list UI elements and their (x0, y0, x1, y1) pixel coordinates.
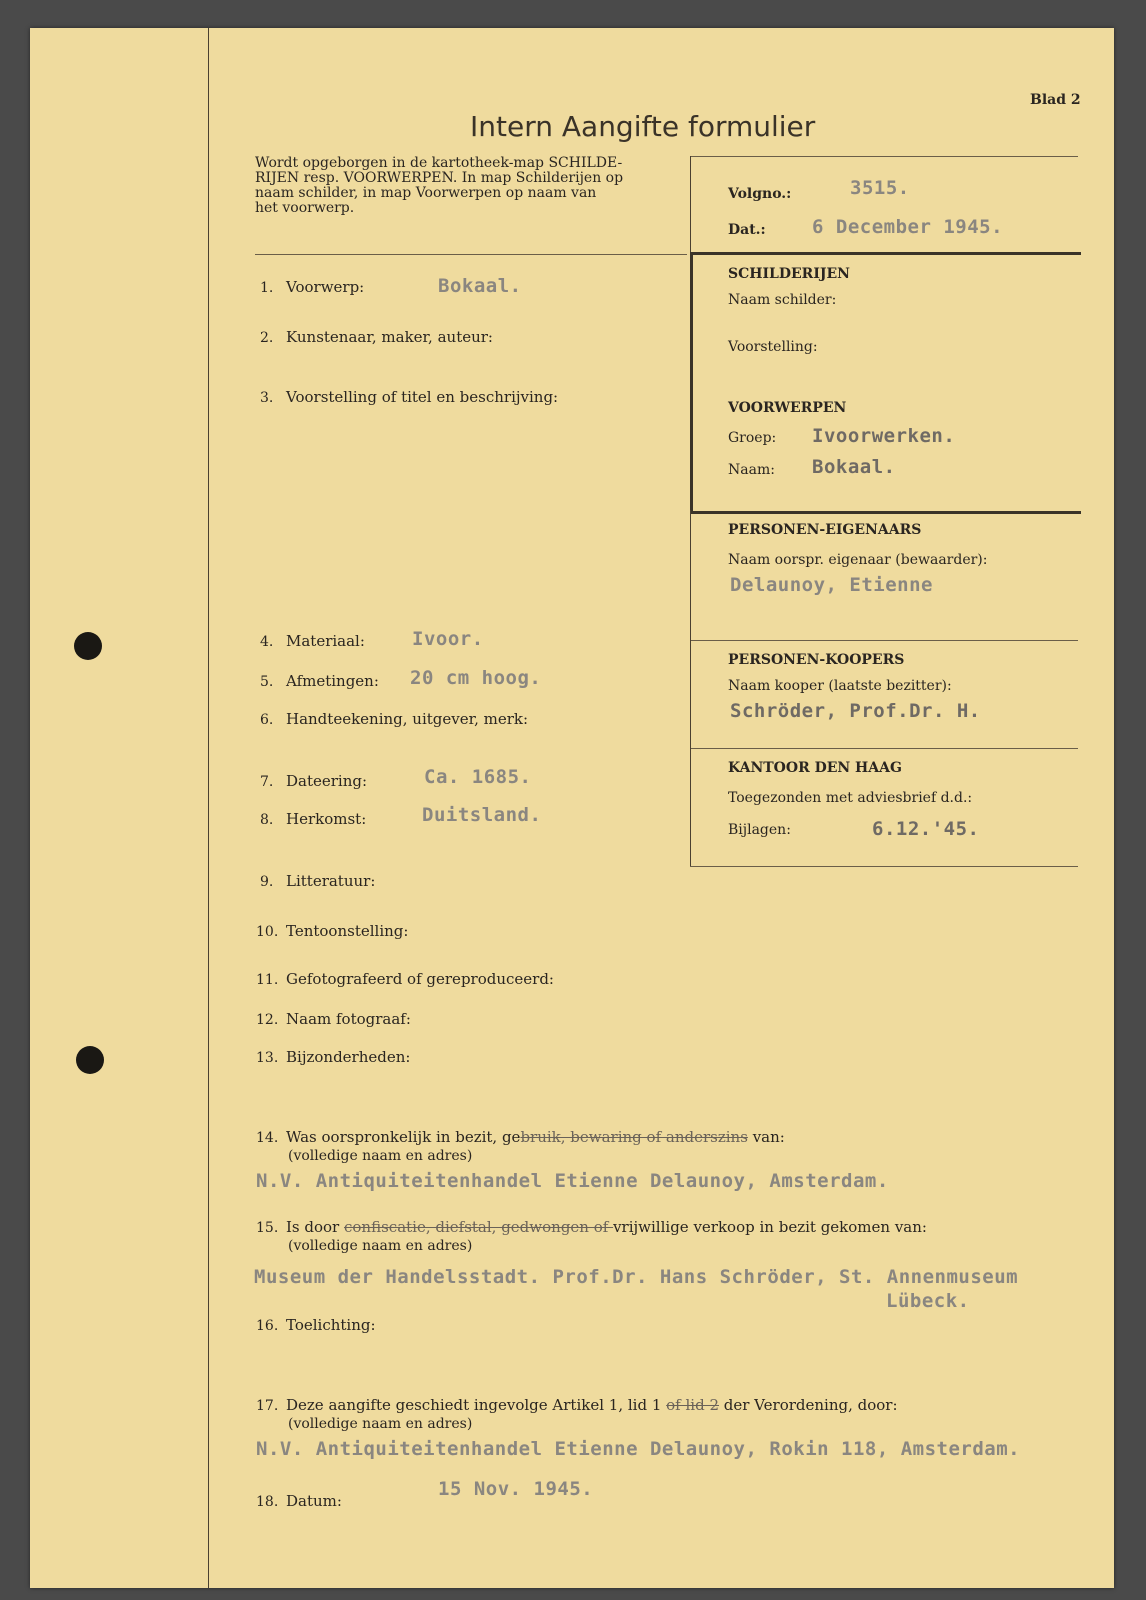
field-number: 6. (260, 712, 274, 728)
groep-label: Groep: (728, 430, 777, 446)
divider (690, 640, 691, 748)
field-number: 4. (260, 634, 274, 650)
datum-value: 15 Nov. 1945. (438, 1478, 594, 1500)
dateering-value: Ca. 1685. (424, 766, 532, 788)
voorwerp-label: Voorwerp: (286, 278, 365, 296)
field-number: 1. (260, 280, 274, 296)
voorwerpen-heading: VOORWERPEN (728, 400, 847, 416)
voorwerp-value: Bokaal. (438, 275, 522, 297)
kantoor-heading: KANTOOR DEN HAAG (728, 760, 902, 776)
form-sheet (30, 28, 1114, 1588)
kooper-label: Naam kooper (laatste bezitter): (728, 678, 952, 694)
punch-hole (74, 632, 102, 660)
oorspronkelijk-bezit-label: Was oorspronkelijk in bezit, gebruik, bewaring of anderszins van: (286, 1128, 785, 1146)
gefotografeerd-label: Gefotografeerd of gereproduceerd: (286, 970, 554, 988)
fotograaf-label: Naam fotograaf: (286, 1010, 411, 1028)
herkomst-value: Duitsland. (422, 804, 542, 826)
oorspronkelijk-bezit-value: N.V. Antiquiteitenhandel Etienne Delaunoy, Amsterdam. (256, 1170, 889, 1192)
field-number: 15. (256, 1220, 279, 1236)
tentoonstelling-label: Tentoonstelling: (286, 922, 409, 940)
divider (690, 640, 1078, 641)
adviesbrief-label: Toegezonden met adviesbrief d.d.: (728, 790, 973, 806)
field-number: 9. (260, 874, 274, 890)
bijlagen-value: 6.12.'45. (872, 818, 980, 840)
voorstelling-label: Voorstelling: (728, 339, 818, 355)
divider (255, 254, 687, 255)
field-number: 2. (260, 330, 274, 346)
materiaal-label: Materiaal: (286, 632, 365, 650)
adres-hint: (volledige naam en adres) (288, 1238, 473, 1254)
aangifte-label: Deze aangifte geschiedt ingevolge Artikel 1, lid 1 of lid 2 der Verordening, door: (286, 1396, 898, 1414)
date-label: Dat.: (728, 222, 766, 238)
schilderijen-heading: SCHILDERIJEN (728, 266, 850, 282)
field-number: 13. (256, 1050, 279, 1066)
kunstenaar-label: Kunstenaar, maker, auteur: (286, 328, 493, 346)
divider (690, 510, 691, 640)
divider (690, 748, 691, 866)
aangifte-door-value: N.V. Antiquiteitenhandel Etienne Delaunoy, Rokin 118, Amsterdam. (256, 1438, 1021, 1460)
divider (690, 748, 1078, 749)
handteekening-label: Handteekening, uitgever, merk: (286, 710, 529, 728)
divider (690, 866, 1078, 867)
datum-label: Datum: (286, 1492, 342, 1510)
punch-hole (76, 1046, 104, 1074)
field-number: 14. (256, 1130, 279, 1146)
field-number: 8. (260, 812, 274, 828)
sheet-number: Blad 2 (1030, 92, 1081, 108)
field-number: 12. (256, 1012, 279, 1028)
naam-schilder-label: Naam schilder: (728, 292, 837, 308)
toelichting-label: Toelichting: (286, 1316, 376, 1334)
field-number: 3. (260, 390, 274, 406)
beschrijving-label: Voorstelling of titel en beschrijving: (286, 388, 559, 406)
groep-value: Ivoorwerken. (812, 425, 956, 447)
verkregen-van-value: Museum der Handelsstadt. Prof.Dr. Hans Schröder, St. Annenmuseum (254, 1266, 1019, 1288)
field-number: 5. (260, 674, 274, 690)
filing-note: Wordt opgeborgen in de kartotheek-map SCHILDE- RIJEN resp. VOORWERPEN. In map Schilderijen op naam schilder, in map Voorwerpen op naam van het voorwerp. (255, 155, 624, 216)
dateering-label: Dateering: (286, 772, 368, 790)
verkregen-van-label: Is door confiscatie, diefstal, gedwongen of vrijwillige verkoop in bezit gekomen van: (286, 1218, 927, 1236)
afmetingen-value: 20 cm hoog. (410, 667, 542, 689)
herkomst-label: Herkomst: (286, 810, 367, 828)
adres-hint: (volledige naam en adres) (288, 1148, 473, 1164)
field-number: 11. (256, 972, 279, 988)
adres-hint: (volledige naam en adres) (288, 1416, 473, 1432)
eigenaar-label: Naam oorspr. eigenaar (bewaarder): (728, 552, 988, 568)
verkregen-van-value-line2: Lübeck. (886, 1290, 970, 1312)
litteratuur-label: Litteratuur: (286, 872, 376, 890)
field-number: 18. (256, 1494, 279, 1510)
bijlagen-label: Bijlagen: (728, 822, 791, 838)
page-title: Intern Aangifte formulier (470, 110, 816, 143)
kooper-value: Schröder, Prof.Dr. H. (730, 700, 981, 722)
field-number: 7. (260, 774, 274, 790)
eigenaar-value: Delaunoy, Etienne (730, 574, 933, 596)
eigenaars-heading: PERSONEN-EIGENAARS (728, 522, 922, 538)
bijzonderheden-label: Bijzonderheden: (286, 1048, 411, 1066)
divider (690, 156, 691, 252)
field-number: 17. (256, 1398, 279, 1414)
volgno-value: 3515. (850, 177, 910, 199)
volgno-label: Volgno.: (728, 186, 792, 202)
date-value: 6 December 1945. (812, 216, 1004, 238)
naam-label: Naam: (728, 462, 775, 478)
koopers-heading: PERSONEN-KOOPERS (728, 652, 905, 668)
field-number: 10. (256, 924, 279, 940)
afmetingen-label: Afmetingen: (286, 672, 379, 690)
materiaal-value: Ivoor. (412, 628, 484, 650)
naam-value: Bokaal. (812, 456, 896, 478)
margin-line (208, 28, 209, 1588)
field-number: 16. (256, 1318, 279, 1334)
divider (690, 156, 1078, 157)
